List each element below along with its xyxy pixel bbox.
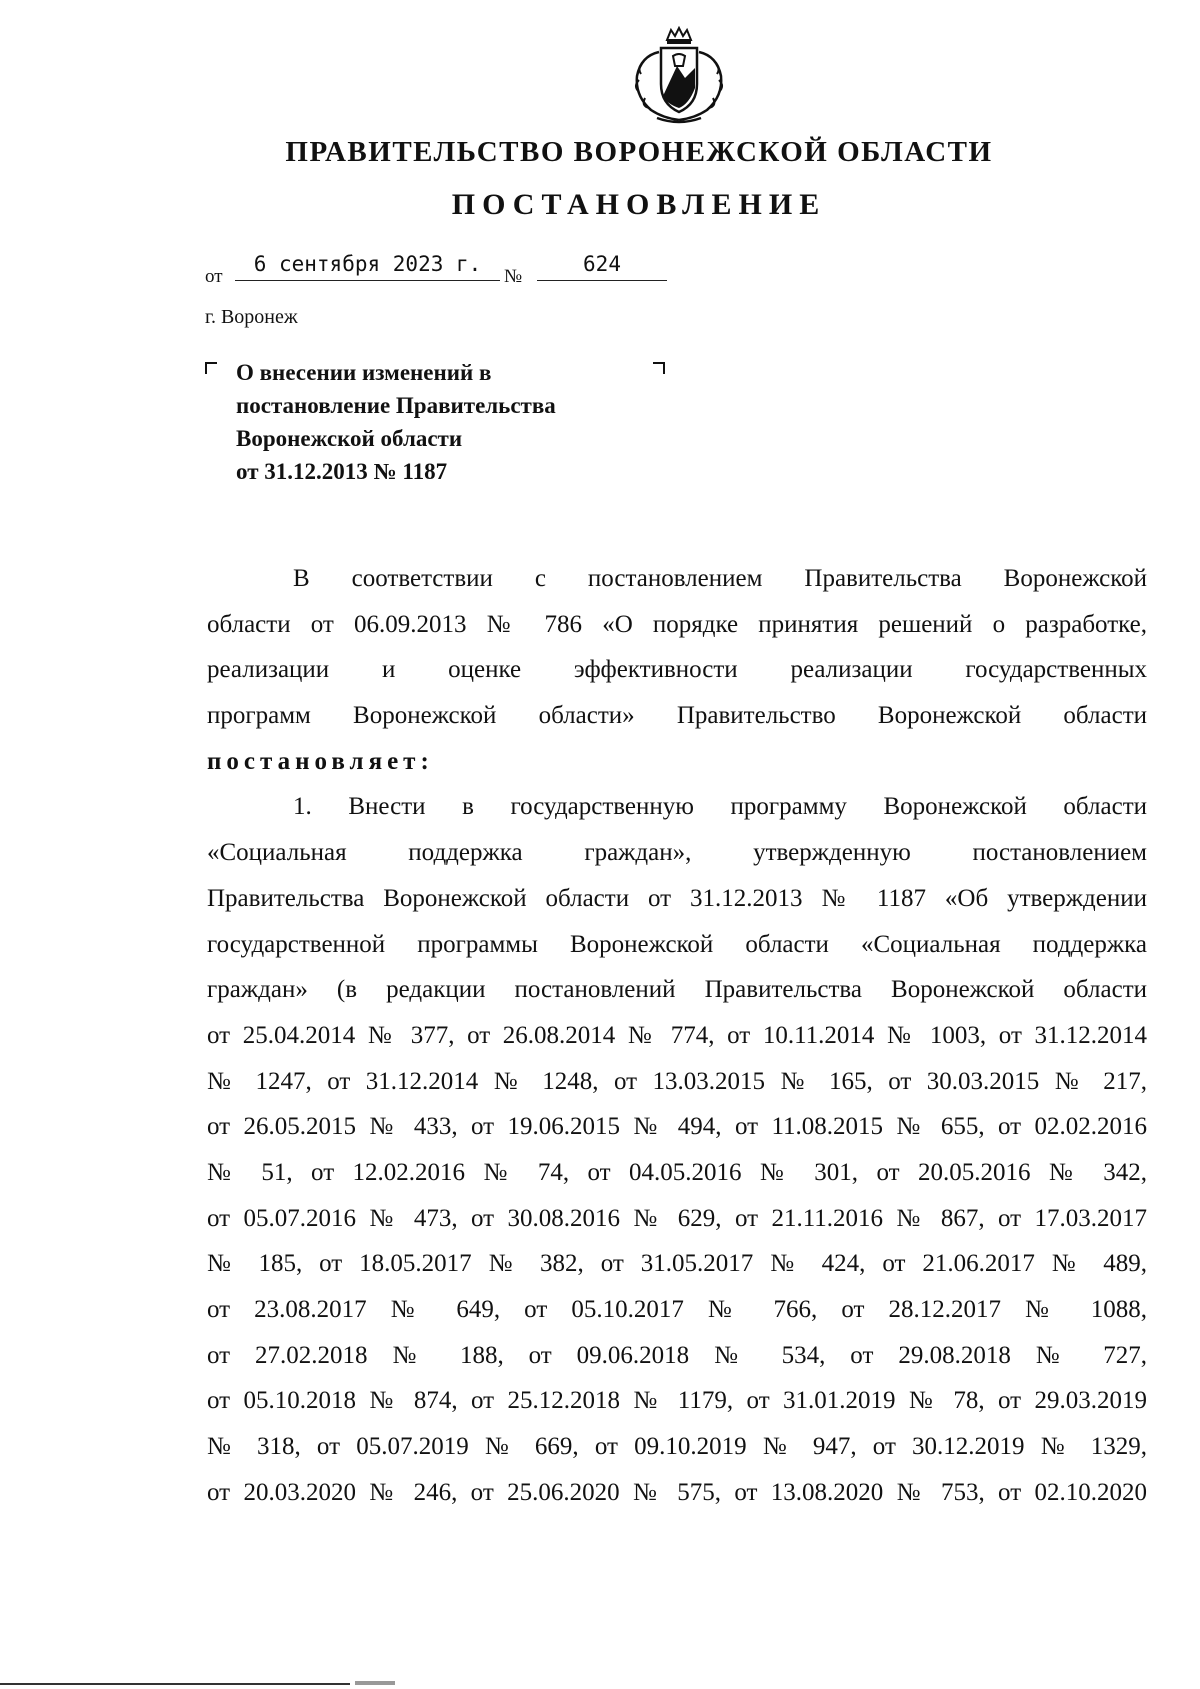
body-line: 1. Внести в государственную программу Воронежской области (293, 793, 1147, 821)
body-line: граждан» (в редакции постановлений Правительства Воронежской области (207, 976, 1147, 1004)
subject-line: О внесении изменений в (236, 360, 492, 385)
body-line: № 51, от 12.02.2016 № 74, от 04.05.2016 № 301, от 20.05.2016 № 342, (207, 1158, 1147, 1186)
subject-corner-mark-left (205, 362, 217, 374)
document-date: 6 сентября 2023 г. (235, 252, 500, 281)
body-line: № 318, от 05.07.2019 № 669, от 09.10.2019 № 947, от 30.12.2019 № 1329, (207, 1433, 1147, 1461)
document-body (207, 556, 1147, 1515)
body-line: от 05.07.2016 № 473, от 30.08.2016 № 629, от 21.11.2016 № 867, от 17.03.2017 (207, 1204, 1147, 1232)
document-number: 624 (537, 252, 667, 281)
subject-line: Воронежской области (236, 426, 463, 451)
body-line: от 20.03.2020 № 246, от 25.06.2020 № 575, от 13.08.2020 № 753, от 02.10.2020 (207, 1478, 1147, 1506)
footer-scan-mark (355, 1681, 395, 1685)
number-sign-label: № (504, 266, 523, 287)
body-line: области от 06.09.2013 № 786 «О порядке принятия решений о разработке, (207, 610, 1147, 638)
body-line: программ Воронежской области» Правительство Воронежской области (207, 702, 1147, 730)
body-line: государственной программы Воронежской области «Социальная поддержка (207, 930, 1147, 958)
document-type-title: ПОСТАНОВЛЕНИЕ (451, 188, 827, 221)
body-line: от 27.02.2018 № 188, от 09.06.2018 № 534, от 29.08.2018 № 727, (207, 1341, 1147, 1369)
body-line: от 25.04.2014 № 377, от 26.08.2014 № 774, от 10.11.2014 № 1003, от 31.12.2014 (207, 1021, 1147, 1049)
body-line: «Социальная поддержка граждан», утвержденную постановлением (207, 839, 1147, 867)
body-line: от 05.10.2018 № 874, от 25.12.2018 № 1179, от 31.01.2019 № 78, от 29.03.2019 (207, 1387, 1147, 1415)
body-line: от 26.05.2015 № 433, от 19.06.2015 № 494, от 11.08.2015 № 655, от 02.02.2016 (207, 1113, 1147, 1141)
government-title: ПРАВИТЕЛЬСТВО ВОРОНЕЖСКОЙ ОБЛАСТИ (285, 136, 993, 168)
subject-line: от 31.12.2013 № 1187 (236, 459, 448, 484)
body-line: № 185, от 18.05.2017 № 382, от 31.05.2017 № 424, от 21.06.2017 № 489, (207, 1250, 1147, 1278)
subject-line: постановление Правительства (236, 393, 556, 418)
voronezh-coat-of-arms-icon (623, 26, 735, 126)
body-line: № 1247, от 31.12.2014 № 1248, от 13.03.2015 № 165, от 30.03.2015 № 217, (207, 1067, 1147, 1095)
body-line: реализации и оценке эффективности реализации государственных (207, 656, 1147, 684)
body-line: В соответствии с постановлением Правительства Воронежской (293, 565, 1147, 592)
date-prefix-label: от (205, 266, 223, 287)
registration-line (205, 252, 685, 292)
city-label: г. Воронеж (205, 306, 298, 328)
body-line: Правительства Воронежской области от 31.12.2013 № 1187 «Об утверждении (207, 884, 1147, 912)
footer-rule (0, 1683, 350, 1685)
body-line-decree-word: постановляет: (207, 747, 434, 775)
body-line: от 23.08.2017 № 649, от 05.10.2017 № 766, от 28.12.2017 № 1088, (207, 1296, 1147, 1323)
document-subject (236, 356, 656, 488)
